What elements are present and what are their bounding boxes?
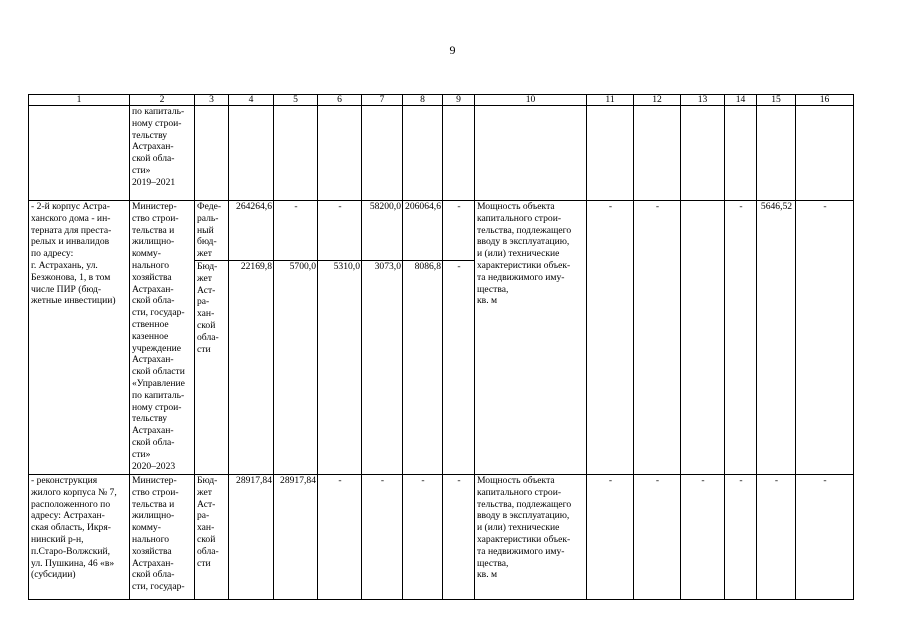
indicator-cell: Мощность объекта капитального строи- тельства, подлежащего вводу в эксплуатацию, и (или) технические характеристики объек- та недвижимого иму- щества, кв. м: [475, 201, 587, 475]
column-header: 15: [757, 95, 796, 106]
column-header: 2: [130, 95, 195, 106]
object-name-cell: - 2-й корпус Астра- ханского дома - ин- терната для преста- релых и инвалидов по адресу: г. Астрахань, ул. Безжонова, 1, в том числе ПИР (бюд- жетные инвестиции): [29, 201, 130, 475]
table-cell: [274, 106, 318, 201]
value-cell: 5646,52: [757, 201, 796, 475]
column-header: 9: [443, 95, 475, 106]
value-cell: -: [757, 474, 796, 599]
value-cell: -: [634, 201, 681, 475]
funding-source-cell: Феде- раль- ный бюд- жет: [195, 201, 229, 261]
value-cell: -: [634, 474, 681, 599]
value-cell: -: [587, 474, 634, 599]
table-row: [29, 106, 854, 201]
column-header: 3: [195, 95, 229, 106]
value-cell: -: [403, 474, 443, 599]
value-cell: 5700,0: [274, 260, 318, 474]
program-table: [28, 94, 854, 600]
column-header: 4: [229, 95, 274, 106]
column-header: 14: [725, 95, 757, 106]
value-cell: 206064,6: [403, 201, 443, 261]
table-cell: [195, 106, 229, 201]
table-cell: [757, 106, 796, 201]
table-cell: [403, 106, 443, 201]
table-cell: [229, 106, 274, 201]
value-cell: -: [274, 201, 318, 261]
executor-cell: Министер- ство строи- тельства и жилищно- комму- нального хозяйства Астрахан- ской обла- сти, государ- ственное казенное учреждение Астрахан- ской области «Управление по капиталь- ному строи- тельству Астрахан- ской обла- сти» 2020–2023: [130, 201, 195, 475]
executor-cell: Министер- ство строи- тельства и жилищно- комму- нального хозяйства Астрахан- ской обла- сти, государ-: [130, 474, 195, 599]
value-cell: 5310,0: [318, 260, 362, 474]
table-cell: [443, 106, 475, 201]
table-cell: [634, 106, 681, 201]
table-row: [29, 201, 854, 261]
value-cell: -: [443, 201, 475, 261]
column-header: 11: [587, 95, 634, 106]
column-header: 6: [318, 95, 362, 106]
table-cell: [475, 106, 587, 201]
value-cell: 28917,84: [274, 474, 318, 599]
table-cell: [362, 106, 403, 201]
funding-source-cell: Бюд- жет Аст- ра- хан- ской обла- сти: [195, 260, 229, 474]
table-cell: [725, 106, 757, 201]
value-cell: -: [725, 201, 757, 475]
value-cell: -: [587, 201, 634, 475]
value-cell: [681, 201, 725, 475]
value-cell: 28917,84: [229, 474, 274, 599]
table-cell: [29, 106, 130, 201]
value-cell: 8086,8: [403, 260, 443, 474]
column-header: 12: [634, 95, 681, 106]
column-header: 7: [362, 95, 403, 106]
value-cell: 22169,8: [229, 260, 274, 474]
table-cell: [681, 106, 725, 201]
value-cell: -: [318, 201, 362, 261]
value-cell: 58200,0: [362, 201, 403, 261]
object-name-cell: - реконструкция жилого корпуса № 7, расположенного по адресу: Астрахан- ская область, Икря- нинский р-н, п.Старо-Волжский, ул. Пушкина, 46 «в» (субсидии): [29, 474, 130, 599]
column-header: 16: [796, 95, 854, 106]
value-cell: -: [725, 474, 757, 599]
column-header: 5: [274, 95, 318, 106]
column-header: 10: [475, 95, 587, 106]
value-cell: -: [318, 474, 362, 599]
table-cell: [796, 106, 854, 201]
value-cell: -: [796, 201, 854, 475]
table-cell: [587, 106, 634, 201]
column-header: 1: [29, 95, 130, 106]
continuation-executor-cell: по капиталь- ному строи- тельству Астрахан- ской обла- сти» 2019–2021: [130, 106, 195, 201]
value-cell: -: [443, 474, 475, 599]
page-number: 9: [449, 43, 456, 57]
header-row: [29, 95, 854, 106]
value-cell: -: [362, 474, 403, 599]
value-cell: -: [796, 474, 854, 599]
value-cell: -: [681, 474, 725, 599]
value-cell: -: [443, 260, 475, 474]
value-cell: 3073,0: [362, 260, 403, 474]
funding-source-cell: Бюд- жет Аст- ра- хан- ской обла- сти: [195, 474, 229, 599]
table-row: [29, 474, 854, 599]
column-header: 13: [681, 95, 725, 106]
table-cell: [318, 106, 362, 201]
column-header: 8: [403, 95, 443, 106]
value-cell: 264264,6: [229, 201, 274, 261]
indicator-cell: Мощность объекта капитального строи- тельства, подлежащего вводу в эксплуатацию, и (или) технические характеристики объек- та недвижимого иму- щества, кв. м: [475, 474, 587, 599]
